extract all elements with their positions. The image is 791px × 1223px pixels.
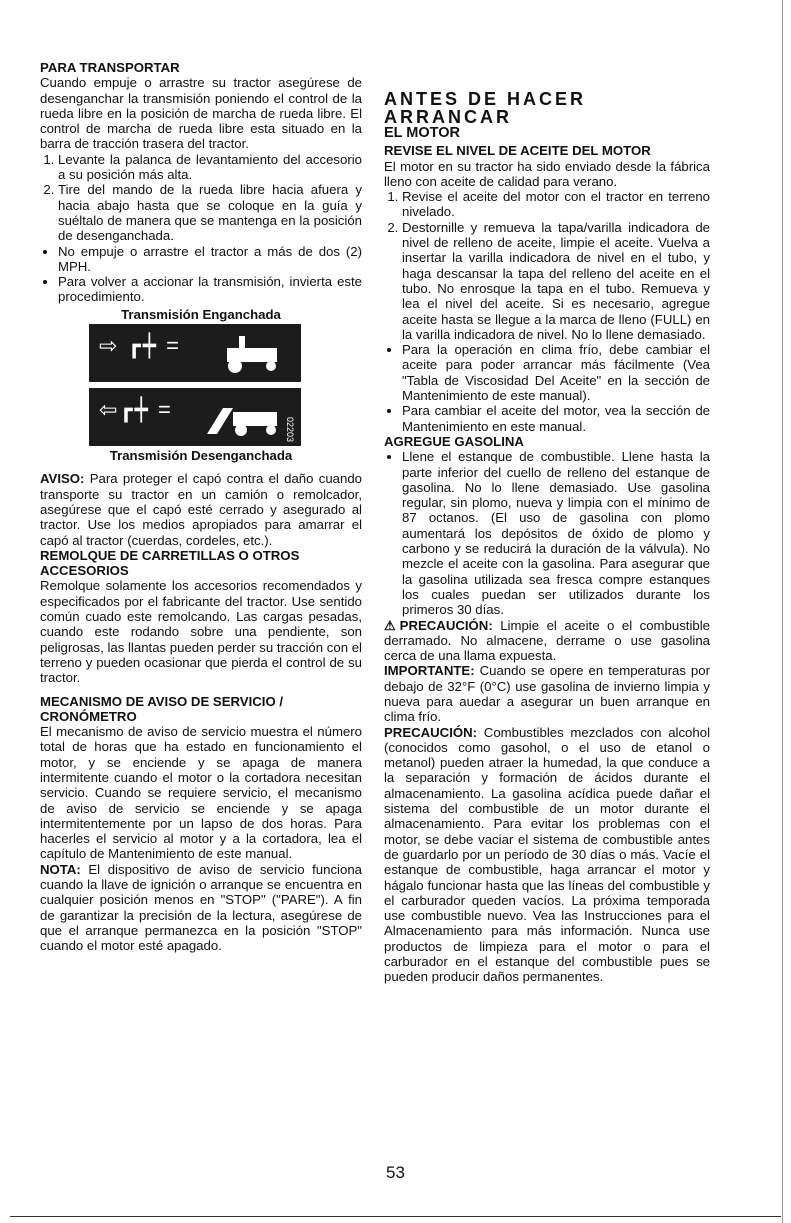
fuel-bullet: • Llene el estanque de combustible. Llene hasta la parte inferior del cuello de relleno del estanque de gasolina. No lo llene demasiado. Use gasolina regular, sin plomo, nueva y limpia con el mínimo de 87 octanos. (El uso de gasolina con plomo aumentará los depósitos de óxido de plomo y carbono y se reducirá la duración de la válvula). No mezcle el aceite con la gasolina. Para asegurar que la gasolina utilizada sea fresca compre estanques los cuales puedan ser utilizados durante los primeros 30 días.	[402, 449, 710, 617]
disengaged-symbols: ⇦┏┿ =	[99, 397, 173, 423]
caution1-text: Limpie el aceite o el combustible derramado. No almacene, derrame o use gasolina cerca de una llama expuesta.	[384, 617, 710, 664]
oil-steps	[384, 189, 710, 342]
oil-step: 2. Destornille y remueva la tapa/varilla indicadora de nivel de relleno de aceite, limpie el aceite. Vuelva a insertar la varilla indicadora de nivel en el tubo, y haga descansar la tapa del relleno del aceite en el tubo. No enrosque la tapa en el tubo. Remueva y lea el nivel del aceite. Si es necesario, agregue aceite hasta se llegue a la marca de lleno (FULL) en la varilla indicadora de nivel. No lo llene demasiado.	[402, 220, 710, 342]
caution1-label: PRECAUCIÓN:	[399, 617, 493, 633]
transmission-engaged-image	[89, 324, 301, 382]
transport-heading: PARA TRANSPORTAR	[40, 60, 180, 75]
transport-bullets	[40, 244, 362, 305]
page-bottom-line	[10, 1216, 781, 1217]
page-edge-line	[782, 0, 783, 1223]
engaged-symbols: ⇨ ┏┿ =	[99, 333, 181, 359]
fuel-heading: AGREGUE GASOLINA	[384, 433, 524, 449]
figure-caption-disengaged: Transmisión Desenganchada	[109, 448, 293, 464]
important-text: Cuando se opere en temperaturas por debajo de 32°F (0°C) use gasolina de invierno limpia y nueva para auedar a asegurar un buen arranque en clima frío.	[384, 663, 710, 725]
oil-bullet: • Para cambiar el aceite del motor, vea la sección de Mantenimiento en este manual.	[402, 403, 710, 434]
transmission-disengaged-image	[89, 388, 301, 446]
important-paragraph	[384, 663, 710, 724]
caution2-paragraph	[384, 725, 710, 985]
caution1-paragraph	[384, 618, 710, 664]
image-code: 02203	[285, 417, 295, 443]
caution2-text: Combustibles mezclados con alcohol (conocidos como gasohol, o el uso de etanol o metanol) pueden atraer la humedad, la que conduce a la separación y formación de ácidos durante el almacenamiento. La gasolina acídica puede dañar el sistema del combustible de un motor durante el almacenamiento. Para evitar los problemas con el motor, se debe vaciar el sistema de combustible antes de guardarlo por un período de 30 días o más. Vacíe el estanque de combustible, haga arrancar el motor y hágalo funcionar hasta que las líneas del combustible y el carburador queden vacíos. La próxima temporada use combustible nuevo. Vea las Instrucciones para el Almacenamiento para más información. Nunca use productos de limpieza para el motor o para el carburador en el estanque del combustible pues se pueden producir daños permanentes.	[384, 724, 710, 985]
figure-caption-engaged: Transmisión Enganchada	[121, 306, 281, 322]
tractor-icon	[203, 398, 283, 438]
oil-intro: El motor en su tractor ha sido enviado desde la fábrica lleno con aceite de calidad para verano.	[384, 158, 710, 189]
caution2-label: PRECAUCIÓN:	[384, 724, 478, 740]
page-number: 53	[386, 1163, 405, 1182]
aviso-label: AVISO:	[40, 471, 85, 487]
right-column	[384, 90, 710, 985]
important-label: IMPORTANTE:	[384, 663, 475, 679]
oil-step: 1. Revise el aceite del motor con el tractor en terreno nivelado.	[402, 189, 710, 220]
section-heading: ANTES DE HACER ARRANCAR	[384, 89, 587, 127]
transport-steps	[40, 152, 362, 244]
fuel-bullets	[384, 449, 710, 617]
warning-icon: ⚠	[384, 617, 400, 633]
towing-text: Remolque solamente los accesorios recomendados y especificados por el fabricante del tractor. Use sentido común cuado este remolcando. Las cargas pesadas, cuando este rodando sobre una pendiente, son peligrosas, las llantas pueden perder su tracción con el terreno y pueden ocasionar que pierda el control de su tractor.	[40, 578, 362, 686]
transport-bullet: • No empuje o arrastre el tractor a más de dos (2) MPH.	[58, 244, 362, 275]
section-subheading: EL MOTOR	[384, 125, 460, 141]
transport-step: 2. Tire del mando de la rueda libre hacia afuera y hacia abajo hasta que se coloque en la guía y suéltalo de manera que se mantenga en la posición de desenganchada.	[58, 182, 362, 243]
oil-bullet: • Para la operación en clima frío, debe cambiar el aceite para poder arrancar más fácilmente (Vea "Tabla de Viscosidad Del Aceite" en la sección de Mantenimiento de este manual).	[402, 342, 710, 403]
nota-label: NOTA:	[40, 861, 81, 877]
aviso-paragraph	[40, 471, 362, 547]
oil-heading: REVISE EL NIVEL DE ACEITE DEL MOTOR	[384, 143, 651, 159]
towing-heading: REMOLQUE DE CARRETILLAS O OTROS ACCESORIOS	[40, 547, 300, 579]
transport-intro: Cuando empuje o arrastre su tractor asegúrese de desenganchar la transmisión poniendo el control de la rueda libre en la posición de marcha de rueda libre. El control de marcha de rueda libre esta situado en la barra de tracción trasera del tractor.	[40, 75, 362, 152]
left-column	[40, 60, 362, 954]
service-heading: MECANISMO DE AVISO DE SERVICIO / CRONÓMETRO	[40, 693, 284, 724]
aviso-text: Para proteger el capó contra el daño cuando transporte su tractor en un camión o remolcador, asegúrese que el capó esté cerrado y asegurado al tractor. Use los medios apropiados para amarrar el capó al tractor (cuerdas, cordeles, etc.).	[40, 471, 362, 548]
oil-bullets	[384, 342, 710, 434]
tractor-icon	[219, 334, 289, 374]
service-text: El mecanismo de aviso de servicio muestra el número total de horas que ha estado en funcionamiento el motor, y se enciende y se apaga de manera intermitente cuando el motor o la cortadora necesitan servicio. Cuando se requiere servicio, el mecanismo de aviso de servicio se enciende y se apaga intermitentemente por un lapso de dos horas. Para hacerles el servicio al motor y a la cortadora, lea el capítulo de Mantenimiento de este manual.	[40, 724, 362, 862]
transport-bullet: • Para volver a accionar la transmisión, invierta este procedimiento.	[58, 274, 362, 305]
transport-step: 1. Levante la palanca de levantamiento del accesorio a su posición más alta.	[58, 152, 362, 183]
nota-paragraph	[40, 862, 362, 954]
nota-text: El dispositivo de aviso de servicio funciona cuando la llave de ignición o arranque se encuentra en cualquier posición menos en "STOP" ("PARE"). A fin de garantizar la precisión de la lectura, asegúrese de que el arranque permanezca en la posición "STOP" cuando el motor esté apagado.	[40, 861, 362, 954]
